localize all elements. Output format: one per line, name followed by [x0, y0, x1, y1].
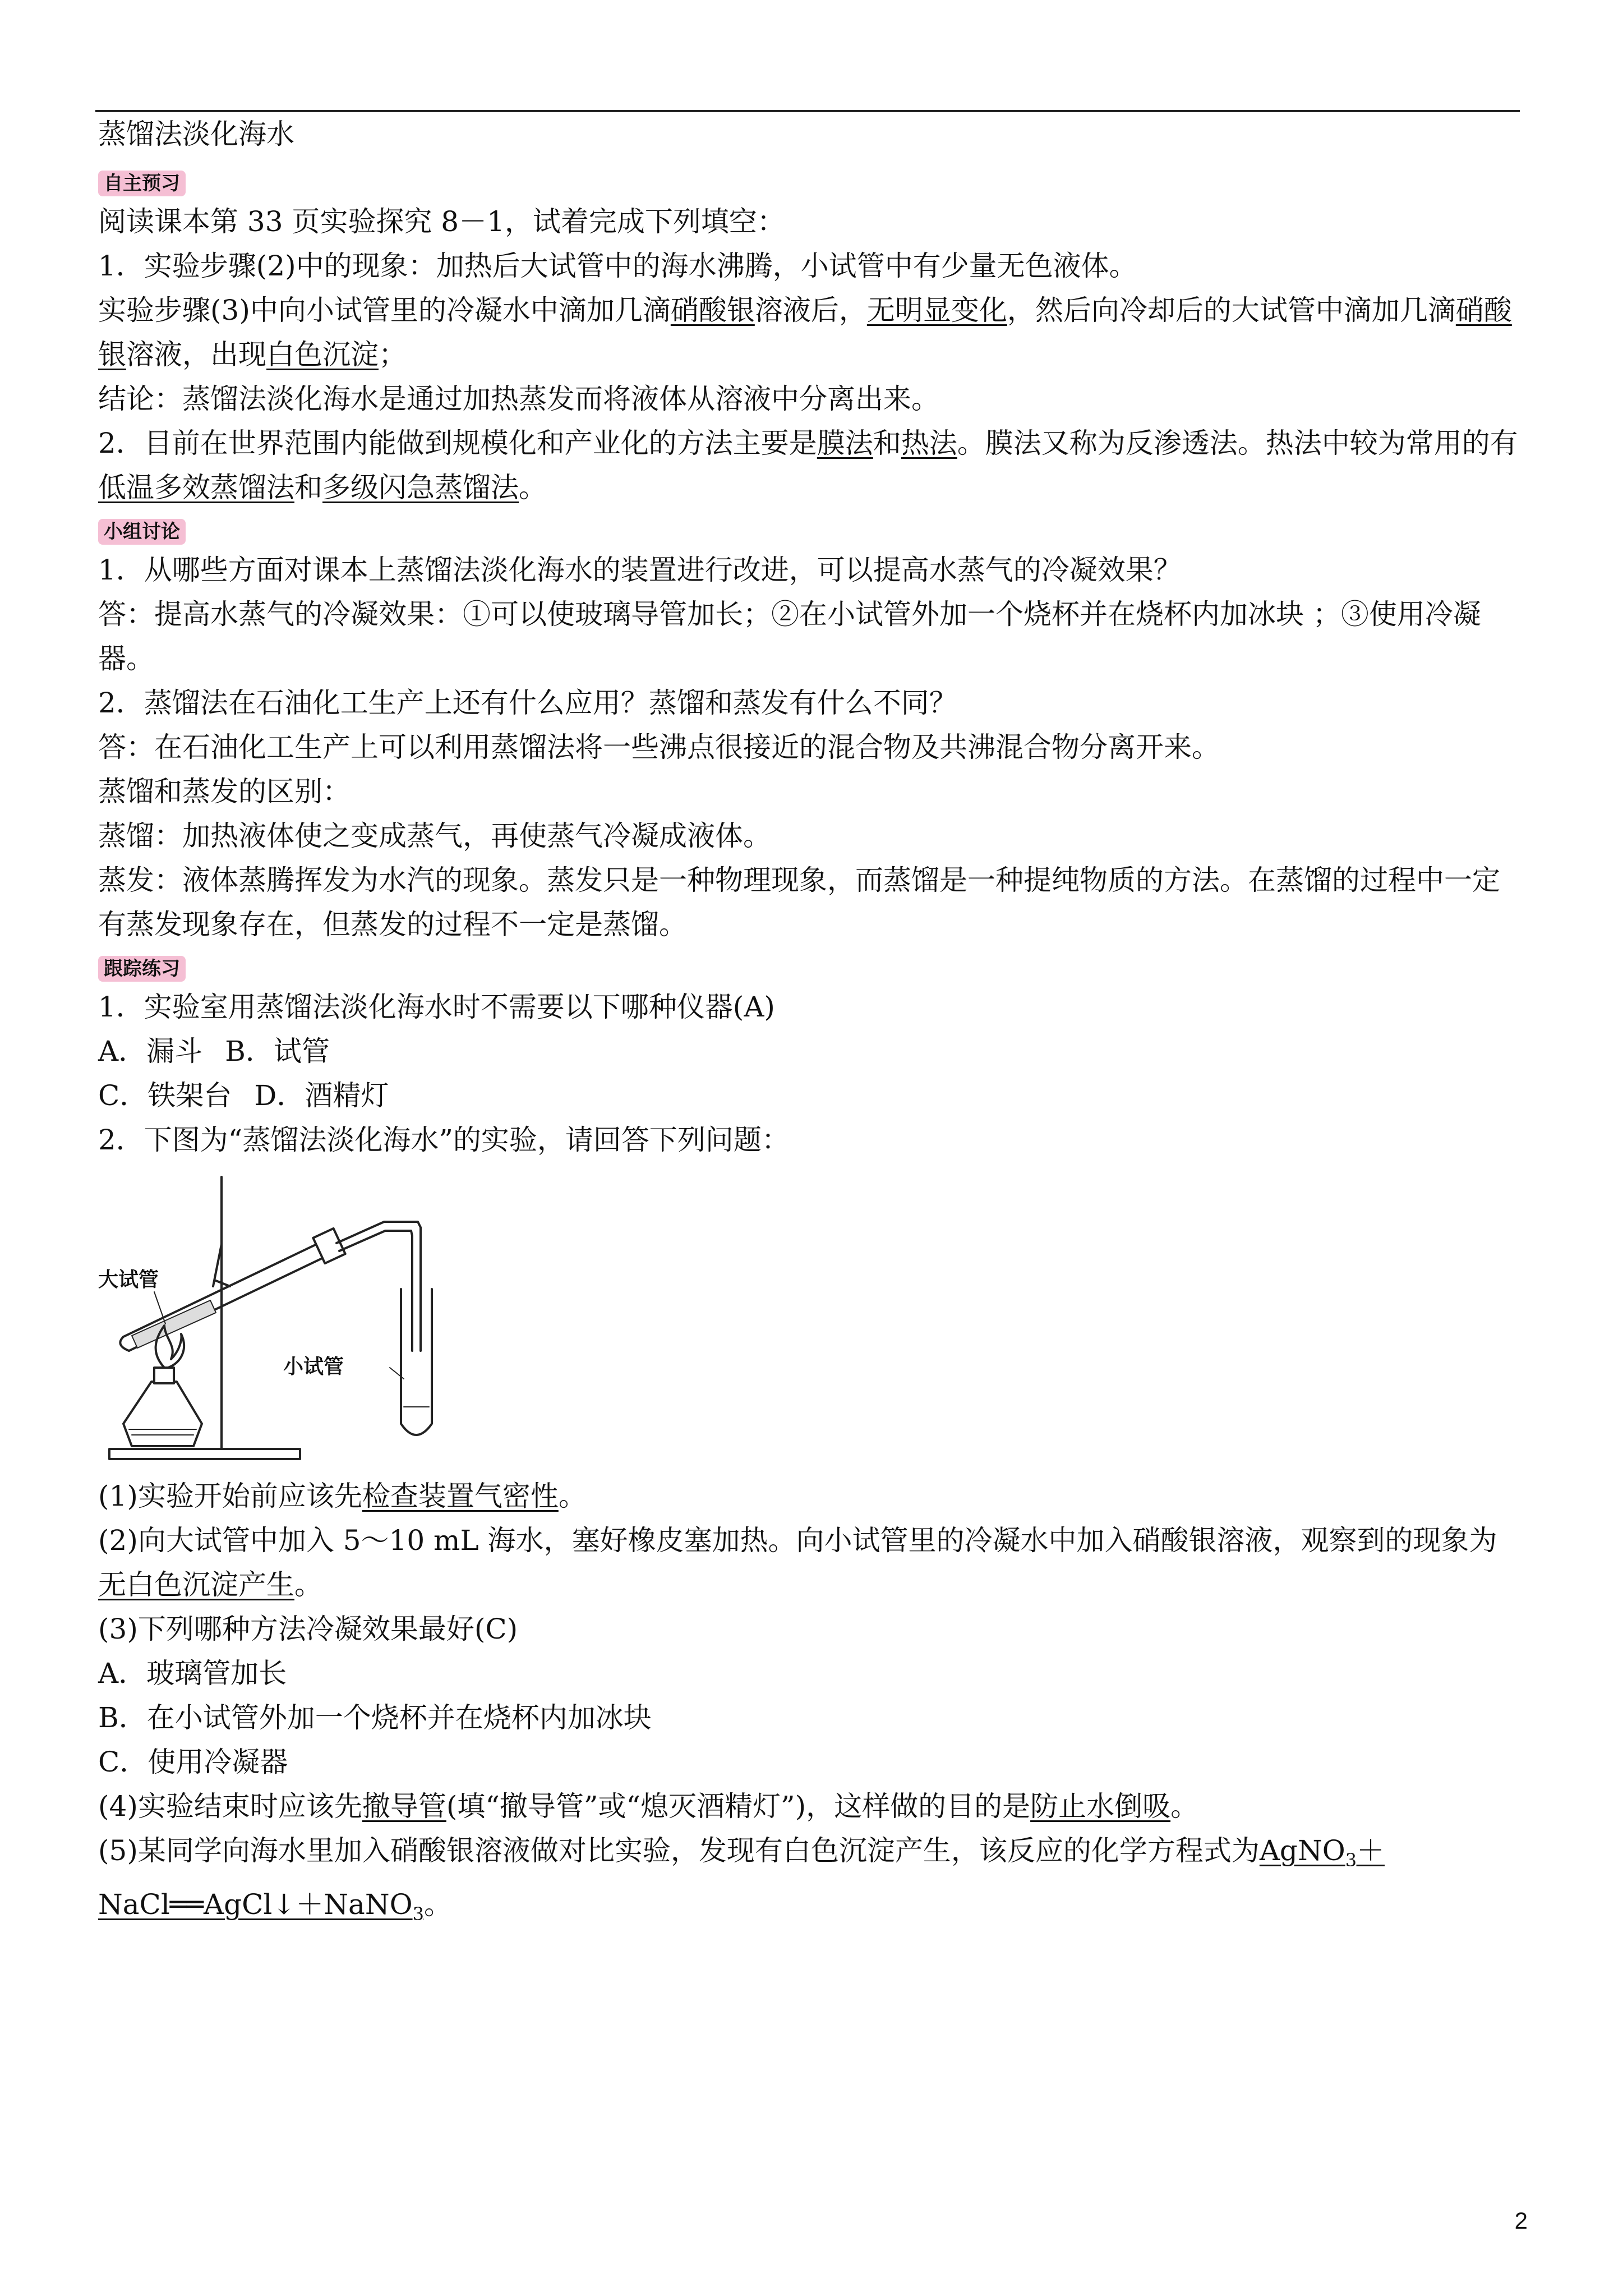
practice-s5 [98, 1829, 1520, 1936]
option-a: A．漏斗 [98, 1035, 203, 1068]
preview-intro: 阅读课本第 33 页实验探究 8－1，试着完成下列填空： [98, 205, 785, 238]
text: ，然后向冷却后的大试管中滴加几滴 [1007, 294, 1456, 326]
answer-blank: 无明显变化 [866, 294, 1007, 326]
text: 和 [294, 471, 322, 504]
practice-s4 [98, 1784, 1520, 1829]
text: 2．目前在世界范围内能做到规模化和产业化的方法主要是 [98, 427, 817, 459]
preview-q2 [98, 421, 1520, 510]
section-badge-discussion: 小组讨论 [98, 519, 186, 545]
subscript: 3 [1345, 1849, 1357, 1871]
practice-q1-options-cd [98, 1074, 1520, 1118]
text: 。 [558, 1480, 587, 1512]
answer-blank: 防止水倒吸 [1030, 1790, 1171, 1823]
answer-blank: 无白色沉淀产生 [98, 1568, 294, 1601]
answer-blank: 撤导管 [362, 1790, 446, 1823]
text: (5)某同学向海水里加入硝酸银溶液做对比实验，发现有白色沉淀产生，该反应的化学方程式为 [98, 1834, 1260, 1867]
section-discussion [98, 510, 1520, 947]
label-big-test-tube: 大试管 [98, 1268, 159, 1291]
preview-q1-conclusion: 结论：蒸馏法淡化海水是通过加热蒸发而将液体从溶液中分离出来。 [98, 383, 939, 415]
text: 。 [1170, 1790, 1199, 1823]
distillation-apparatus-figure [98, 1166, 446, 1469]
page-title: 蒸馏法淡化海水 [98, 118, 294, 150]
option-c: C．铁架台 [98, 1079, 232, 1112]
text: 。膜法又称为反渗透法。热法中较为常用的有 [957, 427, 1518, 459]
text: 溶液后， [754, 294, 867, 326]
discussion-q2: 2．蒸馏法在石油化工生产上还有什么应用？蒸馏和蒸发有什么不同？ [98, 687, 957, 719]
subscript: 3 [412, 1903, 424, 1925]
discussion-a2: 答：在石油化工生产上可以利用蒸馏法将一些沸点很接近的混合物及共沸混合物分离开来。 [98, 731, 1220, 763]
text: 实验步骤(3)中向小试管里的冷凝水中滴加几滴 [98, 294, 671, 326]
discussion-distill: 蒸馏：加热液体使之变成蒸气，再使蒸气冷凝成液体。 [98, 820, 771, 852]
text: 溶液，出现 [126, 338, 266, 371]
practice-s3: (3)下列哪种方法冷凝效果最好(C) [98, 1613, 518, 1645]
answer-blank: 白色沉淀 [266, 338, 379, 371]
answer-blank: 检查装置气密性 [362, 1480, 559, 1512]
text: 和 [873, 427, 901, 459]
text: (2)向大试管中加入 5～10 mL 海水，塞好橡皮塞加热。向小试管里的冷凝水中加入硝酸银溶液，观察到的现象为 [98, 1524, 1497, 1557]
discussion-q1: 1．从哪些方面对课本上蒸馏法淡化海水的装置进行改进，可以提高水蒸气的冷凝效果？ [98, 554, 1182, 586]
alcohol-lamp [123, 1382, 202, 1446]
text: ； [379, 338, 407, 371]
answer-blank: 热法 [901, 427, 957, 459]
practice-s3-option-c: C．使用冷凝器 [98, 1746, 288, 1778]
preview-q1-p1: 1．实验步骤(2)中的现象：加热后大试管中的海水沸腾，小试管中有少量无色液体。 [98, 250, 1137, 282]
section-preview [98, 162, 1520, 510]
practice-q1: 1．实验室用蒸馏法淡化海水时不需要以下哪种仪器(A) [98, 991, 775, 1023]
practice-q2: 2．下图为“蒸馏法淡化海水”的实验，请回答下列问题： [98, 1124, 790, 1156]
text: 。 [519, 471, 547, 504]
page-number: 2 [1514, 2207, 1528, 2234]
text: (填“撤导管”或“熄灭酒精灯”)，这样做的目的是 [446, 1790, 1031, 1823]
section-badge-preview: 自主预习 [98, 171, 186, 196]
text: (1)实验开始前应该先 [98, 1480, 362, 1512]
option-d: D．酒精灯 [254, 1079, 389, 1112]
content [98, 116, 1520, 1936]
header-rule [95, 110, 1520, 112]
answer-blank: 硝酸银 [670, 294, 755, 326]
answer-blank: 膜法 [817, 427, 873, 459]
discussion-a1: 答：提高水蒸气的冷凝效果：①可以使玻璃导管加长；②在小试管外加一个烧杯并在烧杯内加冰块 ；③使用冷凝器。 [98, 598, 1481, 675]
text: 。 [294, 1568, 322, 1601]
practice-q1-options-ab [98, 1029, 1520, 1074]
text: 。 [423, 1888, 452, 1921]
option-b: B．试管 [225, 1035, 330, 1068]
preview-q1-p2 [98, 288, 1520, 377]
section-badge-practice: 跟踪练习 [98, 956, 186, 982]
practice-s2 [98, 1519, 1520, 1607]
discussion-diff-title: 蒸馏和蒸发的区别： [98, 775, 351, 808]
practice-s1 [98, 1474, 1520, 1519]
label-small-test-tube: 小试管 [283, 1355, 344, 1378]
discussion-evap: 蒸发：液体蒸腾挥发为水汽的现象。蒸发只是一种物理现象，而蒸馏是一种提纯物质的方法。在蒸馏的过程中一定有蒸发现象存在，但蒸发的过程不一定是蒸馏。 [98, 864, 1500, 941]
stand-base [109, 1449, 300, 1459]
section-practice [98, 947, 1520, 1936]
practice-s3-option-a: A．玻璃管加长 [98, 1657, 287, 1690]
text: ＋NaCl══AgCl↓＋NaNO [98, 1834, 1385, 1921]
answer-blank: 硝酸银 [98, 294, 1512, 371]
answer-blank: 多级闪急蒸馏法 [322, 471, 519, 504]
answer-blank: 低温多效蒸馏法 [98, 471, 294, 504]
apparatus-drawing [98, 1166, 446, 1469]
small-test-tube [401, 1289, 432, 1435]
practice-s3-option-b: B．在小试管外加一个烧杯并在烧杯内加冰块 [98, 1701, 652, 1734]
text: (4)实验结束时应该先 [98, 1790, 362, 1823]
text: AgNO [1259, 1834, 1345, 1867]
